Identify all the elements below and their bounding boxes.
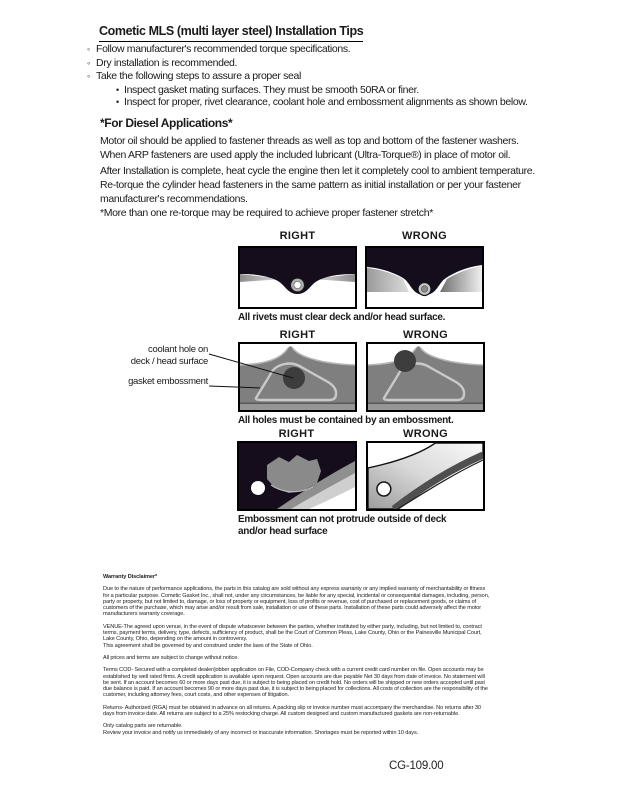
installation-tips-list	[87, 43, 557, 109]
gasket-embossment-annotation: gasket embossment	[128, 376, 208, 387]
diesel-paragraph: After Installation is complete, heat cycle the engine then let it completely cool to ambient temperature. Re-torque the cylinder head fasteners in the same pattern as initial installation or per your fastener manufacturer's recommendations.	[100, 165, 535, 205]
legal-paragraph: Returns- Authorized (RGA) must be obtained in advance on all returns. A packing slip or invoice number must accompany the merchandise. No returns after 30 days from invoice date. All returns are subject to a 25% restocking charge. All custom designed and custom manufactured gaskets are non-returnable.	[103, 704, 481, 718]
leader-lines	[208, 348, 300, 398]
wrong-label: WRONG	[402, 230, 447, 242]
legal-paragraph: Review your invoice and notify us immediately of any incorrect or inaccurate information. Shortages must be reported within 10 days.	[103, 729, 419, 736]
page-title: Cometic MLS (multi layer steel) Installation Tips	[99, 24, 363, 42]
tip-bullet: ◦ Dry installation is recommended.	[87, 57, 557, 71]
legal-paragraph: All prices and terms are subject to change without notice.	[103, 654, 239, 661]
right-label: RIGHT	[279, 329, 316, 341]
warranty-heading: Warranty Disclaimer*	[103, 574, 158, 580]
legal-paragraph: Only catalog parts are returnable.	[103, 723, 183, 730]
coolant-hole-wrong-diagram	[366, 342, 485, 412]
embossment-right-diagram	[237, 441, 357, 511]
rivet-caption: All rivets must clear deck and/or head surface.	[238, 312, 446, 323]
warranty-disclaimer	[103, 574, 491, 736]
tip-bullet: ◦ Take the following steps to assure a proper seal	[87, 70, 557, 84]
right-label: RIGHT	[279, 230, 316, 242]
wrong-label: WRONG	[403, 428, 448, 440]
right-label: RIGHT	[278, 428, 315, 440]
legal-paragraph: VENUE-The agreed upon venue, in the event of dispute whatsoever between the parties, whether instituted by either party, including, but not limited to, contract terms, payment terms, delivery, type, defects, sufficiency of product, shall be the Court of Common Pleas, Lake County, Ohio or the Painesville Municipal Court, Lake County, Ohio, depending on the amount in controversy.	[103, 623, 482, 643]
tip-sub-bullet: • Inspect for proper, rivet clearance, coolant hole and embossment alignments as shown below.	[116, 96, 557, 109]
rivet-clearance-wrong-diagram	[365, 246, 484, 309]
tip-bullet: ◦ Follow manufacturer's recommended torque specifications.	[87, 43, 557, 57]
legal-paragraph: Terms COD- Secured with a completed dealer/jobber application on File, COD-Company check with a current credit card number on file. Open accounts may be established by well rated firms. A credit application is available upon request. Open accounts are due payable Net 30 days from date of invoice. No statement will be sent. If an account becomes 60 or more days past due, it is subject to being placed on credit hold. No orders will be shipped or new orders accepted until past due balance is paid. If an account becomes 90 or more days past due, it is subject to being placed for collections. All costs of collection are the responsibility of the customer, including attorney fees, court costs, and other expenses of litigation.	[103, 667, 488, 699]
holes-caption: All holes must be contained by an embossment.	[238, 415, 454, 426]
diesel-heading: *For Diesel Applications*	[100, 116, 233, 130]
tip-sub-bullet: • Inspect gasket mating surfaces. They must be smooth 50RA or finer.	[116, 84, 557, 97]
rivet-clearance-right-diagram	[238, 246, 357, 309]
retorque-note: *More than one re-torque may be required to achieve proper fastener stretch*	[100, 207, 433, 219]
diesel-paragraph: Motor oil should be applied to fastener threads as well as top and bottom of the fastener washers. When ARP fasteners are used apply the included lubricant (Ultra-Torque®) in place of motor oil.	[100, 135, 519, 161]
coolant-hole-annotation: coolant hole on deck / head surface	[130, 344, 208, 367]
legal-paragraph: Due to the nature of performance applications, the parts in this catalog are sold without any express warranty or any implied warranty of merchantability or fitness for a particular purpose. Cometic Gasket Inc., shall not, under any circumstances, be liable for any special, incidental or consequential damages, including, person, party or property, but not limited to, damage, or loss of property or equipment, loss of profits or revenue, cost of purchased or replacement goods, or claims of customers of the purchase, which may arise and/or result from sale, installation or use of these parts. Installation of these parts could adversely affect the motor manufacturers warranty coverage.	[103, 586, 490, 618]
embossment-wrong-diagram	[366, 441, 485, 511]
embossment-caption: Embossment can not protrude outside of deck and/or head surface	[238, 514, 447, 537]
page-code: CG-109.00	[389, 760, 444, 772]
legal-paragraph: This agreement shall be governed by and construed under the laws of the State of Ohio.	[103, 642, 313, 649]
wrong-label: WRONG	[403, 329, 448, 341]
